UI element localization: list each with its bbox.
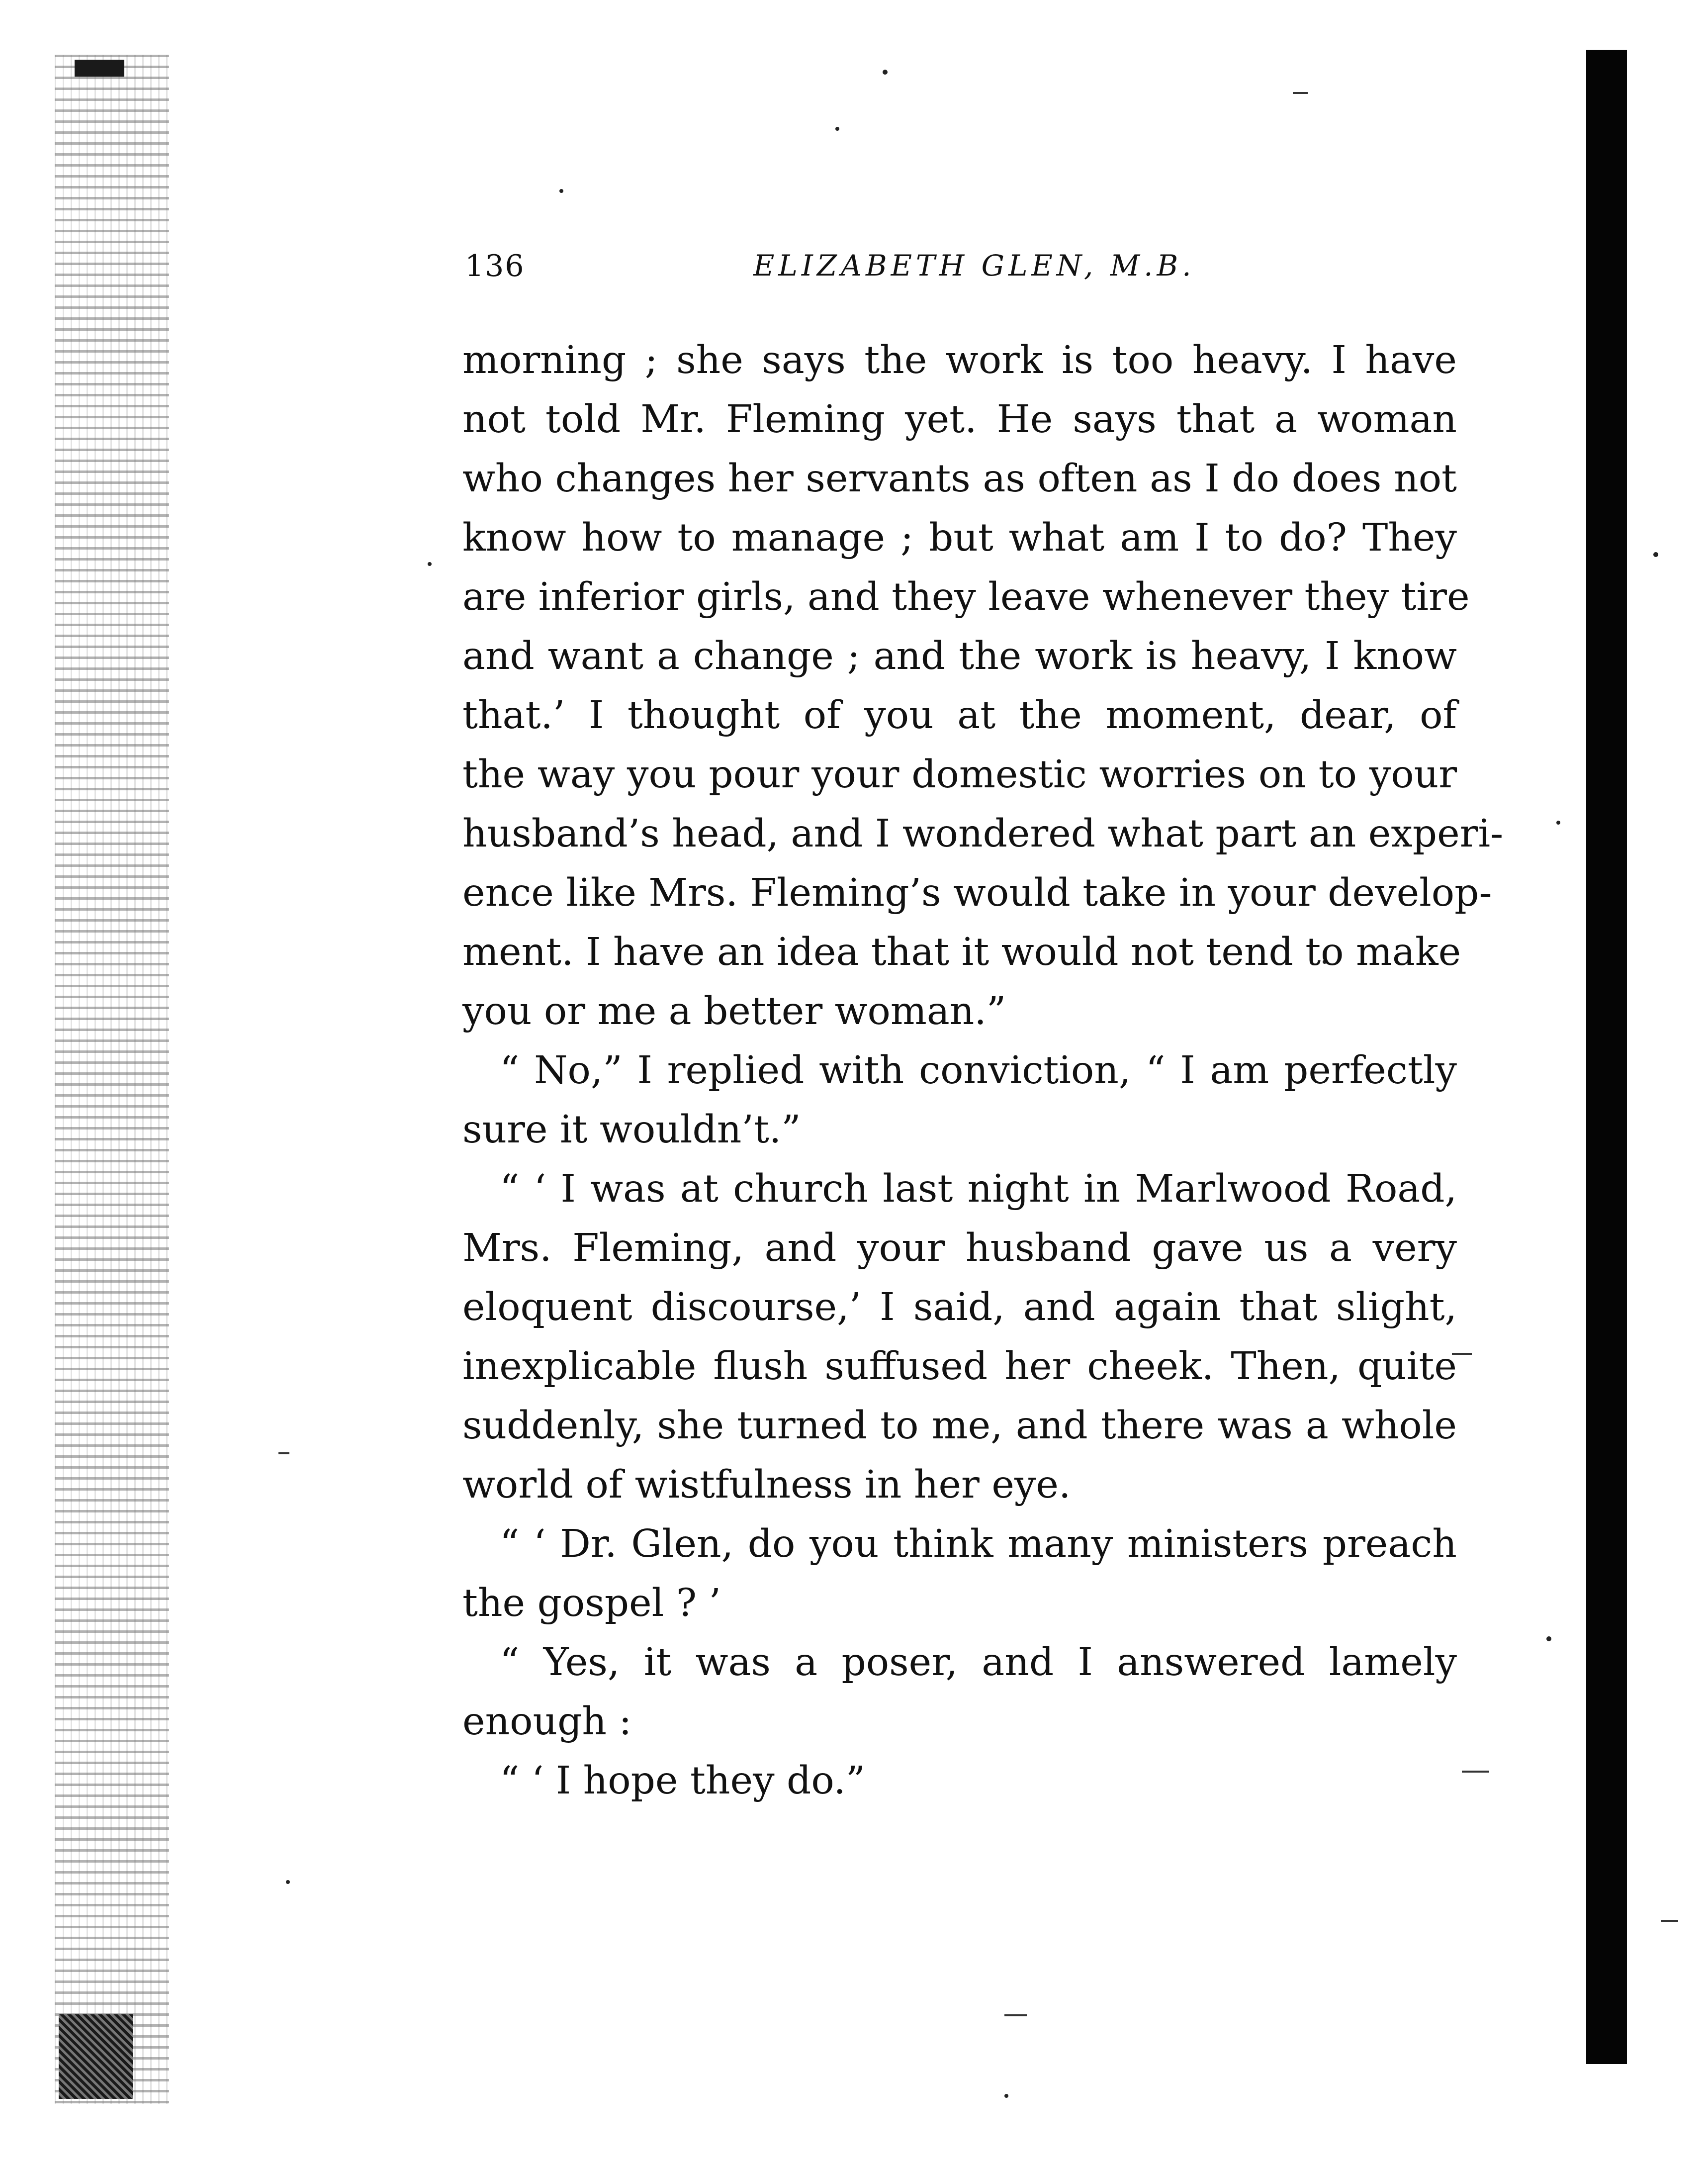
scan-speck	[1546, 1636, 1551, 1641]
binding-corner-noise	[59, 2014, 133, 2099]
text-line: world of wistfulness in her eye.	[462, 1463, 1071, 1507]
text-line: eloquent discourse,’ I said, and again that slight,	[462, 1285, 1457, 1329]
scan-speck	[883, 70, 888, 75]
binding-top-mark	[75, 60, 124, 77]
right-edge-black-bar	[1586, 50, 1627, 2064]
scan-dash	[1004, 2014, 1027, 2016]
text-line: sure it wouldn’t.”	[462, 1108, 801, 1152]
text-line: ment. I have an idea that it would not tend to make	[462, 930, 1461, 974]
scan-speck	[559, 189, 563, 193]
text-line: Mrs. Fleming, and your husband gave us a very	[462, 1226, 1457, 1270]
text-line: husband’s head, and I wondered what part an experi-	[462, 812, 1504, 856]
text-line: are inferior girls, and they leave whenever they tire	[462, 575, 1470, 619]
text-line: ence like Mrs. Fleming’s would take in your develop-	[462, 871, 1492, 915]
scan-speck	[1556, 821, 1560, 825]
text-line: suddenly, she turned to me, and there was a whole	[462, 1404, 1457, 1448]
text-line: enough :	[462, 1699, 632, 1744]
text-line: you or me a better woman.”	[462, 989, 1006, 1034]
scan-dash	[1462, 1771, 1489, 1773]
scan-dash	[278, 1452, 289, 1454]
scan-dash	[1293, 92, 1308, 94]
text-line: the gospel ? ’	[462, 1581, 721, 1625]
text-line: morning ; she says the work is too heavy. I have	[462, 338, 1457, 382]
text-line: “ No,” I replied with conviction, “ I am perfectly	[500, 1048, 1457, 1093]
page-number: 136	[465, 249, 525, 283]
scan-speck	[1653, 552, 1658, 557]
text-line: “ ‘ I hope they do.”	[500, 1759, 866, 1803]
text-line: “ ‘ Dr. Glen, do you think many ministers preach	[500, 1522, 1457, 1566]
text-line: who changes her servants as often as I do does not	[462, 457, 1457, 501]
text-line: inexplicable flush suffused her cheek. Then, quite	[462, 1344, 1457, 1389]
scan-dash	[1661, 1920, 1678, 1922]
text-line: the way you pour your domestic worries on to your	[462, 753, 1457, 797]
text-line: and want a change ; and the work is heavy, I know	[462, 634, 1457, 678]
binding-edge-noise	[55, 55, 169, 2104]
scan-speck	[835, 127, 839, 131]
text-line: know how to manage ; but what am I to do? They	[462, 516, 1457, 560]
body-text	[462, 331, 1504, 1810]
scan-speck	[1004, 2094, 1008, 2098]
scan-speck	[428, 562, 432, 566]
text-line: that.’ I thought of you at the moment, dear, of	[462, 693, 1457, 738]
text-line: not told Mr. Fleming yet. He says that a woman	[462, 397, 1457, 442]
text-line: “ Yes, it was a poser, and I answered lamely	[500, 1640, 1457, 1685]
running-title: ELIZABETH GLEN, M.B.	[753, 249, 1195, 283]
scan-speck	[286, 1880, 290, 1884]
text-line: “ ‘ I was at church last night in Marlwood Road,	[500, 1167, 1457, 1211]
